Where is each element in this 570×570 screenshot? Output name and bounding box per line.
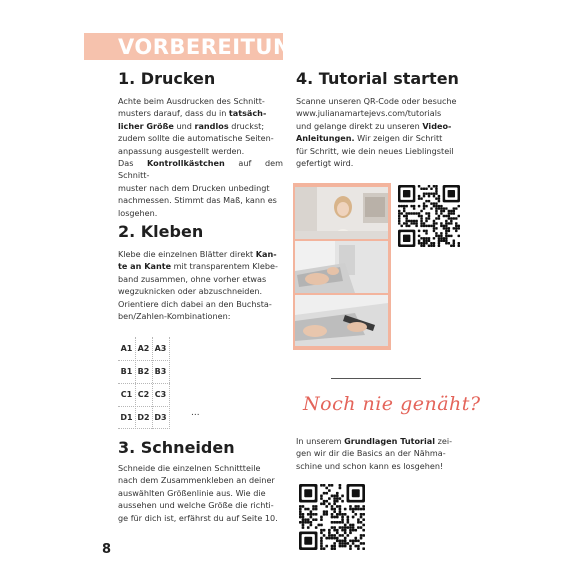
grid-cell: A3 bbox=[154, 344, 167, 353]
photo-cutting-fabric bbox=[295, 295, 388, 346]
photo-sewing-machine bbox=[295, 241, 388, 293]
heading-tutorial: 4. Tutorial starten bbox=[296, 69, 459, 88]
grid-cell: B1 bbox=[120, 367, 133, 376]
grid-cell: D1 bbox=[120, 413, 133, 422]
grid-cell: B3 bbox=[154, 367, 167, 376]
paragraph-grundlagen: In unserem Grundlagen Tutorial zei- gen wir dir die Basics an der Nähma- schine und schon kann es losgehen! bbox=[296, 436, 453, 471]
grid-cell: C3 bbox=[154, 390, 167, 399]
photo-presenter bbox=[295, 187, 388, 239]
divider-line bbox=[331, 378, 421, 379]
paragraph-tutorial: Scanne unseren QR-Code oder besuche www.julianamartejevs.com/tutorials und gelange direkt zu unseren Video- Anleitungen. Wir zeigen dir Schritt für Schritt, wie dein neues Lieblingsteil gefertigt wird. bbox=[296, 96, 457, 169]
script-title-noch-nie-genaeht: Noch nie genäht? bbox=[303, 393, 481, 415]
page-assembly-grid bbox=[118, 337, 170, 429]
paragraph-kleben: Klebe die einzelnen Blätter direkt Kan- te an Kante mit transparentem Klebe- band zusammen, ohne vorher etwas wegzuknicken oder abzuschneiden. Orientiere dich dabei an den Buchsta- ben/Zahlen-Kombinationen: bbox=[118, 249, 278, 322]
grid-cell: C1 bbox=[120, 390, 133, 399]
grid-cell: B2 bbox=[137, 367, 150, 376]
grid-cell: A1 bbox=[120, 344, 133, 353]
heading-kleben: 2. Kleben bbox=[118, 222, 204, 241]
qr-code-icon[interactable] bbox=[398, 185, 460, 247]
paragraph-drucken: Achte beim Ausdrucken des Schnitt- musters darauf, dass du in tatsäch- licher Größe und randlos druckst; zudem sollte die automatische Seiten- anpassung ausgestellt werden. Das Kontrollkästchen auf dem Schnitt- muster nach dem Drucken unbedingt nachmessen. Stimmt das Maß, kann es losgehen. bbox=[118, 96, 284, 218]
grid-ellipsis: ... bbox=[191, 408, 200, 418]
page-title: VORBEREITUNG bbox=[118, 35, 309, 59]
grid-cell: D3 bbox=[154, 413, 167, 422]
grid-cell: A2 bbox=[137, 344, 150, 353]
page-number: 8 bbox=[102, 542, 112, 557]
grid-cell: D2 bbox=[137, 413, 150, 422]
qr-code-icon[interactable] bbox=[299, 484, 365, 550]
paragraph-schneiden: Schneide die einzelnen Schnittteile nach dem Zusammenkleben an deiner auswählten Größenlinie aus. Wie die aussehen und welche Größe die richti- ge für dich ist, erfährst du auf Seite 10. bbox=[118, 463, 278, 523]
heading-drucken: 1. Drucken bbox=[118, 69, 216, 88]
tutorial-photo-strip bbox=[293, 183, 391, 350]
heading-schneiden: 3. Schneiden bbox=[118, 438, 235, 457]
grid-cell: C2 bbox=[137, 390, 150, 399]
